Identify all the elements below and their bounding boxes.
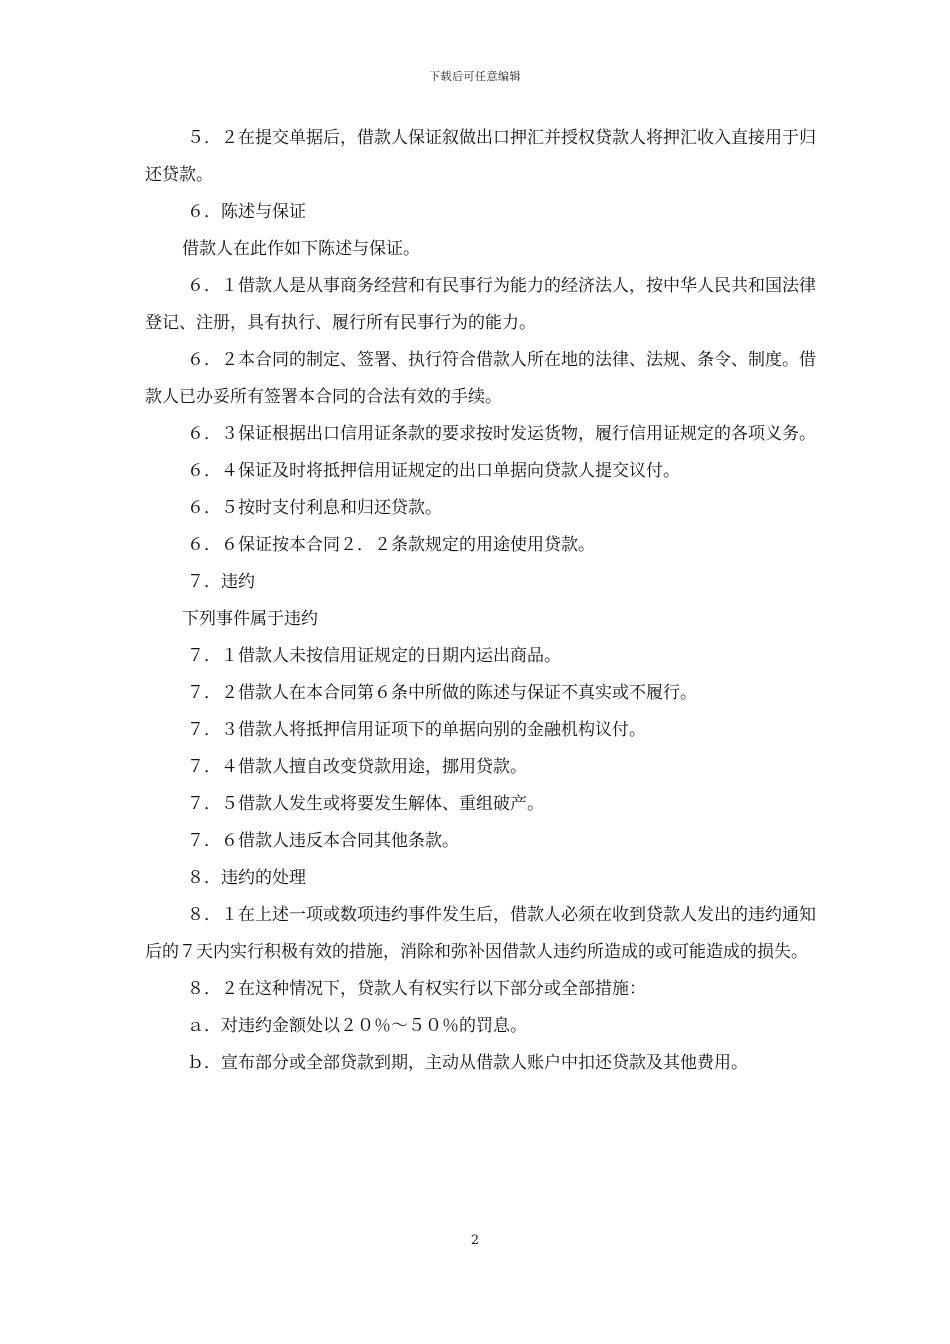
document-body (145, 120, 825, 1082)
paragraph-6-2: ６．２本合同的制定、签署、执行符合借款人所在地的法律、法规、条令、制度。借款人已办妥所有签署本合同的合法有效的手续。 (145, 350, 816, 407)
paragraph-8-1: ８．１在上述一项或数项违约事件发生后，借款人必须在收到贷款人发出的违约通知后的７天内实行积极有效的措施，消除和弥补因借款人违约所造成的或可能造成的损失。 (145, 905, 816, 962)
paragraph-7-5: ７．５借款人发生或将要发生解体、重组破产。 (187, 794, 544, 814)
section-heading-6: ６．陈述与保证 (187, 202, 306, 222)
paragraph-6-4: ６．４保证及时将抵押信用证规定的出口单据向贷款人提交议付。 (187, 461, 680, 481)
paragraph-8-2-a: ａ．对违约金额处以２０％～５０％的罚息。 (187, 1016, 527, 1036)
paragraph-7-2: ７．２借款人在本合同第６条中所做的陈述与保证不真实或不履行。 (187, 683, 697, 703)
page-header: 下载后可任意编辑 (429, 70, 521, 83)
paragraph-7-intro: 下列事件属于违约 (182, 609, 318, 629)
paragraph-8-2-b: ｂ．宣布部分或全部贷款到期，主动从借款人账户中扣还贷款及其他费用。 (187, 1053, 748, 1073)
page-number: 2 (470, 1233, 480, 1248)
paragraph-6-3: ６．３保证根据出口信用证条款的要求按时发运货物，履行信用证规定的各项义务。 (187, 424, 816, 444)
paragraph-7-3: ７．３借款人将抵押信用证项下的单据向别的金融机构议付。 (187, 720, 646, 740)
section-heading-7: ７．违约 (187, 572, 255, 592)
paragraph-8-2: ８．２在这种情况下，贷款人有权实行以下部分或全部措施： (187, 979, 646, 999)
section-heading-8: ８．违约的处理 (187, 868, 306, 888)
paragraph-6-intro: 借款人在此作如下陈述与保证。 (182, 239, 420, 259)
paragraph-7-4: ７．４借款人擅自改变贷款用途，挪用贷款。 (187, 757, 527, 777)
paragraph-7-1: ７．１借款人未按信用证规定的日期内运出商品。 (187, 646, 561, 666)
paragraph-6-5: ６．５按时支付利息和归还贷款。 (187, 498, 442, 518)
paragraph-7-6: ７．６借款人违反本合同其他条款。 (187, 831, 459, 851)
paragraph-6-6: ６．６保证按本合同２．２条款规定的用途使用贷款。 (187, 535, 595, 555)
paragraph-6-1: ６．１借款人是从事商务经营和有民事行为能力的经济法人，按中华人民共和国法律登记、注册，具有执行、履行所有民事行为的能力。 (145, 276, 816, 333)
paragraph-5-2: ５．２在提交单据后，借款人保证叙做出口押汇并授权贷款人将押汇收入直接用于归还贷款。 (145, 128, 816, 185)
